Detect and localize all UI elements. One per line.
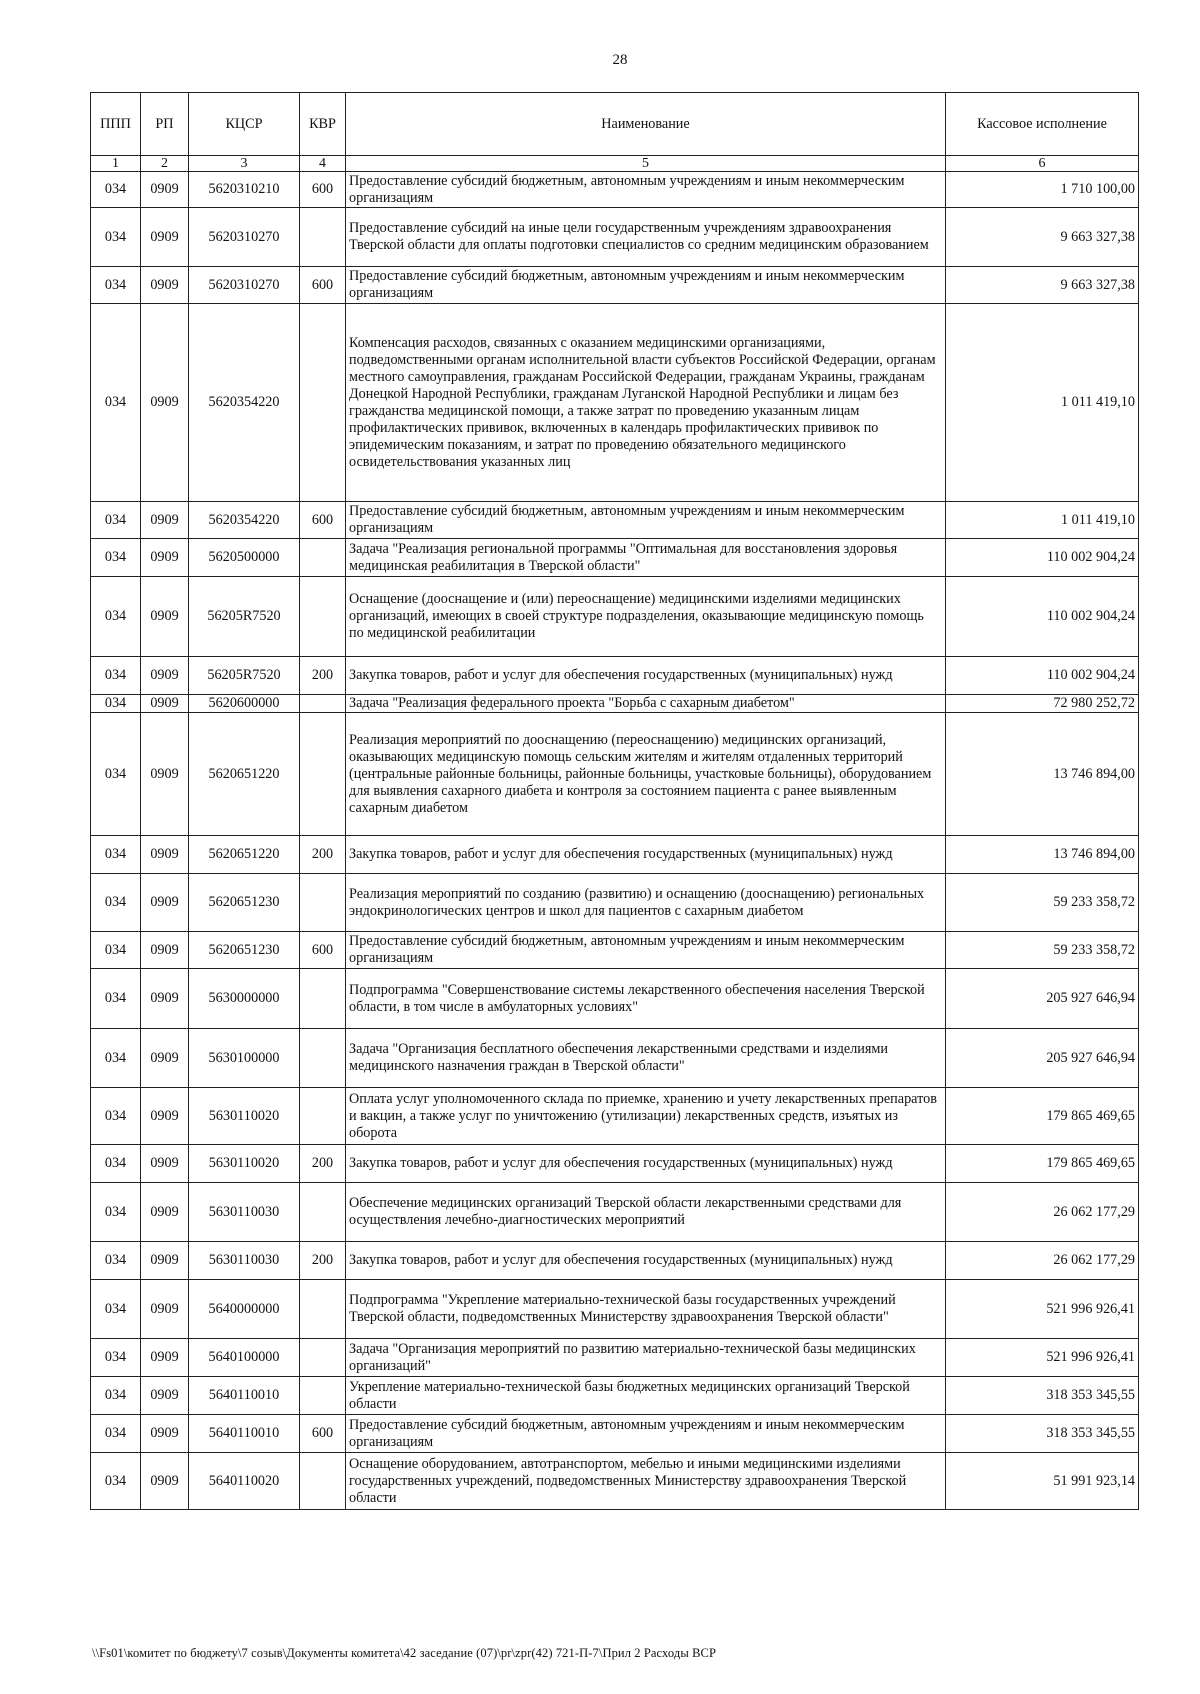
cell-kvr: 200 [300,836,346,874]
cell-kcsr: 5640000000 [189,1280,300,1339]
cell-ppp: 034 [91,1377,141,1415]
table-row [91,267,1139,304]
cell-amount: 51 991 923,14 [946,1453,1139,1510]
cell-rp: 0909 [141,1029,189,1088]
table-row [91,1377,1139,1415]
cell-kvr [300,713,346,836]
cell-name: Предоставление субсидий бюджетным, автономным учреждениям и иным некоммерческим организациям [346,267,946,304]
cell-rp: 0909 [141,1377,189,1415]
cell-rp: 0909 [141,267,189,304]
cell-rp: 0909 [141,1242,189,1280]
cell-name: Закупка товаров, работ и услуг для обеспечения государственных (муниципальных) нужд [346,657,946,695]
cell-ppp: 034 [91,1415,141,1453]
cell-kcsr: 5630110020 [189,1145,300,1183]
page-number: 28 [612,52,628,68]
cell-kvr: 200 [300,1145,346,1183]
col-header-kcsr: КЦСР [189,93,300,156]
cell-kcsr: 5620500000 [189,539,300,577]
col-header-name: Наименование [346,93,946,156]
cell-rp: 0909 [141,874,189,932]
cell-ppp: 034 [91,836,141,874]
cell-kvr [300,539,346,577]
cell-kvr [300,1339,346,1377]
cell-kvr [300,874,346,932]
cell-name: Закупка товаров, работ и услуг для обеспечения государственных (муниципальных) нужд [346,1145,946,1183]
cell-name: Предоставление субсидий на иные цели государственным учреждениям здравоохранения Тверской области для оплаты подготовки специалистов со средним медицинским образованием [346,208,946,267]
cell-rp: 0909 [141,1415,189,1453]
cell-amount: 59 233 358,72 [946,932,1139,969]
cell-ppp: 034 [91,1339,141,1377]
cell-rp: 0909 [141,1088,189,1145]
cell-kvr [300,695,346,713]
cell-ppp: 034 [91,1145,141,1183]
cell-amount: 72 980 252,72 [946,695,1139,713]
cell-kvr [300,1280,346,1339]
cell-kcsr: 5620310270 [189,267,300,304]
table-row [91,539,1139,577]
cell-rp: 0909 [141,577,189,657]
cell-ppp: 034 [91,695,141,713]
cell-ppp: 034 [91,267,141,304]
cell-amount: 521 996 926,41 [946,1280,1139,1339]
cell-kvr [300,208,346,267]
table-row [91,713,1139,836]
cell-rp: 0909 [141,208,189,267]
table-row [91,208,1139,267]
cell-ppp: 034 [91,304,141,502]
cell-kvr: 600 [300,267,346,304]
cell-amount: 1 011 419,10 [946,304,1139,502]
cell-amount: 205 927 646,94 [946,969,1139,1029]
table-row [91,1029,1139,1088]
cell-name: Предоставление субсидий бюджетным, автономным учреждениям и иным некоммерческим организациям [346,502,946,539]
cell-ppp: 034 [91,1088,141,1145]
cell-rp: 0909 [141,1280,189,1339]
cell-name: Реализация мероприятий по созданию (развитию) и оснащению (дооснащению) региональных эндокринологических центров и школ для пациентов с сахарным диабетом [346,874,946,932]
cell-kcsr: 5630000000 [189,969,300,1029]
table-row [91,1183,1139,1242]
cell-kvr: 600 [300,172,346,208]
cell-ppp: 034 [91,1242,141,1280]
cell-amount: 318 353 345,55 [946,1377,1139,1415]
cell-amount: 110 002 904,24 [946,657,1139,695]
cell-kcsr: 5620354220 [189,304,300,502]
table-row [91,304,1139,502]
cell-kcsr: 5620310270 [189,208,300,267]
cell-kvr: 600 [300,502,346,539]
table-row [91,969,1139,1029]
cell-ppp: 034 [91,1453,141,1510]
cell-ppp: 034 [91,208,141,267]
cell-kcsr: 5620651230 [189,932,300,969]
cell-ppp: 034 [91,713,141,836]
cell-kcsr: 5640100000 [189,1339,300,1377]
cell-amount: 13 746 894,00 [946,713,1139,836]
cell-ppp: 034 [91,172,141,208]
col-number: 1 [91,156,141,172]
budget-table [90,92,1139,1510]
cell-ppp: 034 [91,1183,141,1242]
cell-kvr [300,1029,346,1088]
table-row [91,657,1139,695]
cell-amount: 59 233 358,72 [946,874,1139,932]
cell-name: Предоставление субсидий бюджетным, автономным учреждениям и иным некоммерческим организациям [346,1415,946,1453]
cell-rp: 0909 [141,1453,189,1510]
table-row [91,502,1139,539]
cell-rp: 0909 [141,1339,189,1377]
cell-name: Задача "Реализация федерального проекта "Борьба с сахарным диабетом" [346,695,946,713]
cell-kcsr: 5620600000 [189,695,300,713]
cell-kcsr: 56205R7520 [189,657,300,695]
cell-kcsr: 5630100000 [189,1029,300,1088]
cell-name: Оснащение оборудованием, автотранспортом, мебелью и иными медицинскими изделиями государственных учреждений, подведомственных Министерству здравоохранения Тверской области [346,1453,946,1510]
table-row [91,1145,1139,1183]
cell-amount: 26 062 177,29 [946,1183,1139,1242]
cell-amount: 521 996 926,41 [946,1339,1139,1377]
cell-kvr [300,1377,346,1415]
col-number: 2 [141,156,189,172]
cell-rp: 0909 [141,539,189,577]
col-number: 3 [189,156,300,172]
cell-ppp: 034 [91,539,141,577]
cell-rp: 0909 [141,1145,189,1183]
cell-amount: 110 002 904,24 [946,577,1139,657]
cell-amount: 1 710 100,00 [946,172,1139,208]
cell-amount: 205 927 646,94 [946,1029,1139,1088]
table-row [91,577,1139,657]
cell-rp: 0909 [141,836,189,874]
cell-kvr: 600 [300,932,346,969]
table-header-row [91,93,1139,156]
cell-kcsr: 5640110010 [189,1377,300,1415]
cell-ppp: 034 [91,932,141,969]
cell-kcsr: 5630110020 [189,1088,300,1145]
cell-name: Укрепление материально-технической базы бюджетных медицинских организаций Тверской области [346,1377,946,1415]
col-number: 4 [300,156,346,172]
col-header-amount: Кассовое исполнение [946,93,1139,156]
cell-kvr [300,1453,346,1510]
cell-kcsr: 5630110030 [189,1242,300,1280]
col-number: 6 [946,156,1139,172]
cell-kcsr: 5640110020 [189,1453,300,1510]
col-header-rp: РП [141,93,189,156]
cell-ppp: 034 [91,1280,141,1339]
table-row [91,1242,1139,1280]
table-row [91,172,1139,208]
cell-amount: 9 663 327,38 [946,267,1139,304]
table-row [91,1339,1139,1377]
cell-name: Подпрограмма "Укрепление материально-технической базы государственных учреждений Тверской области, подведомственных Министерству здравоохранения Тверской области" [346,1280,946,1339]
cell-kvr: 200 [300,657,346,695]
table-row [91,836,1139,874]
cell-rp: 0909 [141,1183,189,1242]
col-header-kvr: КВР [300,93,346,156]
cell-name: Предоставление субсидий бюджетным, автономным учреждениям и иным некоммерческим организациям [346,932,946,969]
table-row [91,1280,1139,1339]
cell-rp: 0909 [141,502,189,539]
cell-ppp: 034 [91,1029,141,1088]
table-row [91,695,1139,713]
cell-name: Задача "Организация бесплатного обеспечения лекарственными средствами и изделиями медицинского назначения граждан в Тверской области" [346,1029,946,1088]
cell-ppp: 034 [91,502,141,539]
cell-rp: 0909 [141,657,189,695]
col-number: 5 [346,156,946,172]
table-row [91,1088,1139,1145]
cell-kcsr: 5620651220 [189,713,300,836]
cell-kcsr: 5620354220 [189,502,300,539]
footer-file-path: \\Fs01\комитет по бюджету\7 созыв\Документы комитета\42 заседание (07)\pr\zpr(42) 721-П-7\Прил 2 Расходы ВСР [92,1646,717,1660]
cell-kvr [300,1183,346,1242]
cell-kcsr: 5620651220 [189,836,300,874]
cell-rp: 0909 [141,304,189,502]
table-row [91,932,1139,969]
cell-name: Задача "Реализация региональной программы "Оптимальная для восстановления здоровья медицинская реабилитация в Тверской области" [346,539,946,577]
table-row [91,874,1139,932]
cell-ppp: 034 [91,577,141,657]
cell-amount: 179 865 469,65 [946,1088,1139,1145]
cell-kcsr: 5640110010 [189,1415,300,1453]
cell-ppp: 034 [91,657,141,695]
cell-name: Оснащение (дооснащение и (или) переоснащение) медицинскими изделиями медицинских организаций, имеющих в своей структуре подразделения, оказывающие медицинскую помощь по медицинской реабилитации [346,577,946,657]
cell-rp: 0909 [141,695,189,713]
cell-kvr: 600 [300,1415,346,1453]
cell-amount: 318 353 345,55 [946,1415,1139,1453]
cell-amount: 13 746 894,00 [946,836,1139,874]
cell-kvr [300,1088,346,1145]
cell-name: Закупка товаров, работ и услуг для обеспечения государственных (муниципальных) нужд [346,836,946,874]
cell-kcsr: 5620310210 [189,172,300,208]
cell-amount: 26 062 177,29 [946,1242,1139,1280]
cell-ppp: 034 [91,874,141,932]
cell-kcsr: 5620651230 [189,874,300,932]
cell-rp: 0909 [141,713,189,836]
cell-amount: 9 663 327,38 [946,208,1139,267]
col-header-ppp: ППП [91,93,141,156]
cell-name: Задача "Организация мероприятий по развитию материально-технической базы медицинских организаций" [346,1339,946,1377]
cell-name: Реализация мероприятий по дооснащению (переоснащению) медицинских организаций, оказывающих медицинскую помощь сельским жителям и жителям отдаленных территорий (центральные районные больницы, районные больницы, участковые больницы), оборудованием для выявления сахарного диабета и контроля за состоянием пациента с ранее выявленным сахарным диабетом [346,713,946,836]
cell-name: Предоставление субсидий бюджетным, автономным учреждениям и иным некоммерческим организациям [346,172,946,208]
cell-name: Оплата услуг уполномоченного склада по приемке, хранению и учету лекарственных препаратов и вакцин, а также услуг по уничтожению (утилизации) лекарственных средств, изъятых из оборота [346,1088,946,1145]
cell-rp: 0909 [141,932,189,969]
cell-kcsr: 56205R7520 [189,577,300,657]
cell-name: Компенсация расходов, связанных с оказанием медицинскими организациями, подведомственными органам исполнительной власти субъектов Российской Федерации, органам местного самоуправления, гражданам Российской Федерации, гражданам Украины, гражданам Донецкой Народной Республики, гражданам Луганской Народной Республики и лицам без гражданства медицинской помощи, а также затрат по проведению указанным лицам профилактических прививок, включенных в календарь профилактических прививок по эпидемическим показаниям, и затрат по проведению обязательного медицинского освидетельствования указанных лиц [346,304,946,502]
cell-rp: 0909 [141,969,189,1029]
table-row [91,1415,1139,1453]
cell-amount: 179 865 469,65 [946,1145,1139,1183]
cell-kvr: 200 [300,1242,346,1280]
cell-amount: 110 002 904,24 [946,539,1139,577]
cell-ppp: 034 [91,969,141,1029]
cell-name: Подпрограмма "Совершенствование системы лекарственного обеспечения населения Тверской области, в том числе в амбулаторных условиях" [346,969,946,1029]
cell-kvr [300,304,346,502]
cell-name: Обеспечение медицинских организаций Тверской области лекарственными средствами для осуществления лечебно-диагностических мероприятий [346,1183,946,1242]
cell-kvr [300,577,346,657]
cell-name: Закупка товаров, работ и услуг для обеспечения государственных (муниципальных) нужд [346,1242,946,1280]
cell-rp: 0909 [141,172,189,208]
table-row [91,1453,1139,1510]
column-number-row [91,156,1139,172]
cell-amount: 1 011 419,10 [946,502,1139,539]
cell-kcsr: 5630110030 [189,1183,300,1242]
cell-kvr [300,969,346,1029]
